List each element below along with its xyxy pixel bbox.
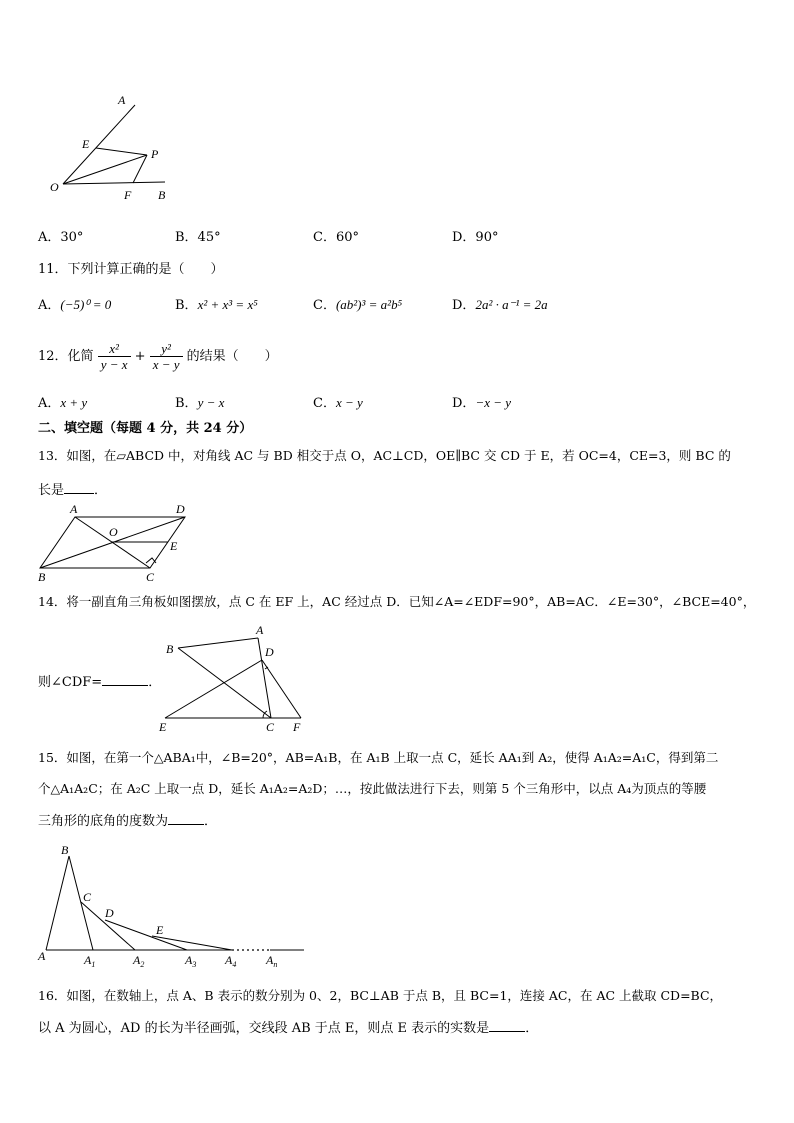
fig15-label-E: E <box>156 923 164 937</box>
q13-line-2: 长是 ． <box>38 483 108 498</box>
q11-option-c: C．(ab²)³ = a²b⁵ <box>313 297 403 313</box>
q14-figure <box>155 620 315 738</box>
q16-line-2: 以 A 为圆心，AD 的长为半径画弧，交线段 AB 于点 E，则点 E 表示的实数是 ． <box>38 1021 539 1036</box>
fig15-label-C: C <box>83 890 92 904</box>
q13-answer-blank[interactable] <box>64 481 94 494</box>
fig15-label-A3: $A_3$ <box>185 953 197 969</box>
q11-option-a: A．(−5)⁰ = 0 <box>38 297 112 313</box>
q11-option-b: B．x² + x³ = x⁵ <box>175 297 258 313</box>
q12-fraction-2: $\frac{\text{y²}}{x - y}$ <box>150 341 183 372</box>
q16-answer-blank[interactable] <box>489 1019 525 1032</box>
fig13-label-D: D <box>176 502 185 516</box>
fig15-label-An: $A_n$ <box>266 953 278 969</box>
q10-option-d: D．90° <box>452 230 499 245</box>
q16-line-1: 16．如图，在数轴上，点 A、B 表示的数分别为 0、2，BC⊥AB 于点 B，且 BC=1，连接 AC，在 AC 上截取 CD=BC， <box>38 988 723 1003</box>
q11-option-d: D．2a² · a⁻¹ = 2a <box>452 297 548 313</box>
q12-option-c: C．x − y <box>313 395 363 411</box>
fig13-label-O: O <box>109 525 118 539</box>
fig14-label-E: E <box>159 720 167 734</box>
fig10-label-B: B <box>158 188 166 202</box>
q10-option-c: C．60° <box>313 230 359 245</box>
fig10-label-P: P <box>151 147 159 161</box>
q10-option-b: B．45° <box>175 230 221 245</box>
fig14-label-C: C <box>266 720 275 734</box>
q13-line-1: 13．如图，在▱ABCD 中，对角线 AC 与 BD 相交于点 O，AC⊥CD，OE∥BC 交 CD 于 E，若 OC=4，CE=3，则 BC 的 <box>38 448 731 463</box>
fig15-label-A1: $A_1$ <box>84 953 96 969</box>
fig10-label-F: F <box>124 188 132 202</box>
q12-fraction-1: $\frac{\text{x²}}{y - x}$ <box>98 341 131 372</box>
q15-line-1: 15．如图，在第一个△ABA₁中，∠B=20°，AB=A₁B，在 A₁B 上取一点 C，延长 AA₁到 A₂，使得 A₁A₂=A₁C，得到第二 <box>38 750 719 765</box>
fig14-label-F: F <box>293 720 301 734</box>
q12-option-d: D．−x − y <box>452 395 512 411</box>
q14-line-1: 14．将一副直角三角板如图摆放，点 C 在 EF 上，AC 经过点 D．已知∠A=∠EDF=90°，AB=AC．∠E=30°，∠BCE=40°， <box>38 594 756 609</box>
section-2-heading: 二、填空题（每题 4 分，共 24 分） <box>38 421 253 436</box>
fig13-label-C: C <box>146 570 155 584</box>
q15-line-2: 个△A₁A₂C；在 A₂C 上取一点 D，延长 A₁A₂=A₂D；…，按此做法进行下去，则第 5 个三角形中，以点 A₄为顶点的等腰 <box>38 781 707 796</box>
fig14-label-B: B <box>166 642 174 656</box>
q15-figure <box>32 840 312 970</box>
q15-line-3: 三角形的底角的度数为 ． <box>38 814 218 829</box>
q14-line-2: 则∠CDF= ． <box>38 675 162 690</box>
q12-stem: 12．化简 $\frac{\text{x²}}{y - x}$ + $\frac{\text{y²}}{x - y}$ 的结果（ ） <box>38 341 278 372</box>
fig13-label-A: A <box>70 502 78 516</box>
fig14-label-A: A <box>256 623 264 637</box>
q15-answer-blank[interactable] <box>168 812 204 825</box>
fig14-label-D: D <box>265 645 274 659</box>
fig10-label-O: O <box>50 180 59 194</box>
q10-option-a: A．30° <box>38 230 84 245</box>
q12-option-a: A．x + y <box>38 395 88 411</box>
fig10-label-E: E <box>82 137 90 151</box>
fig10-label-A: A <box>118 93 126 107</box>
fig15-label-A4: $A_4$ <box>225 953 237 969</box>
q14-answer-blank[interactable] <box>102 673 148 686</box>
fig15-label-A: A <box>38 949 46 963</box>
fig13-label-E: E <box>170 539 178 553</box>
q10-figure <box>40 88 190 208</box>
fig15-label-D: D <box>105 906 114 920</box>
q13-figure <box>34 500 199 586</box>
fig13-label-B: B <box>38 570 46 584</box>
q12-option-b: B．y − x <box>175 395 225 411</box>
fig15-label-B: B <box>61 843 69 857</box>
fig15-label-A2: $A_2$ <box>133 953 145 969</box>
q11-stem: 11．下列计算正确的是（ ） <box>38 262 224 277</box>
